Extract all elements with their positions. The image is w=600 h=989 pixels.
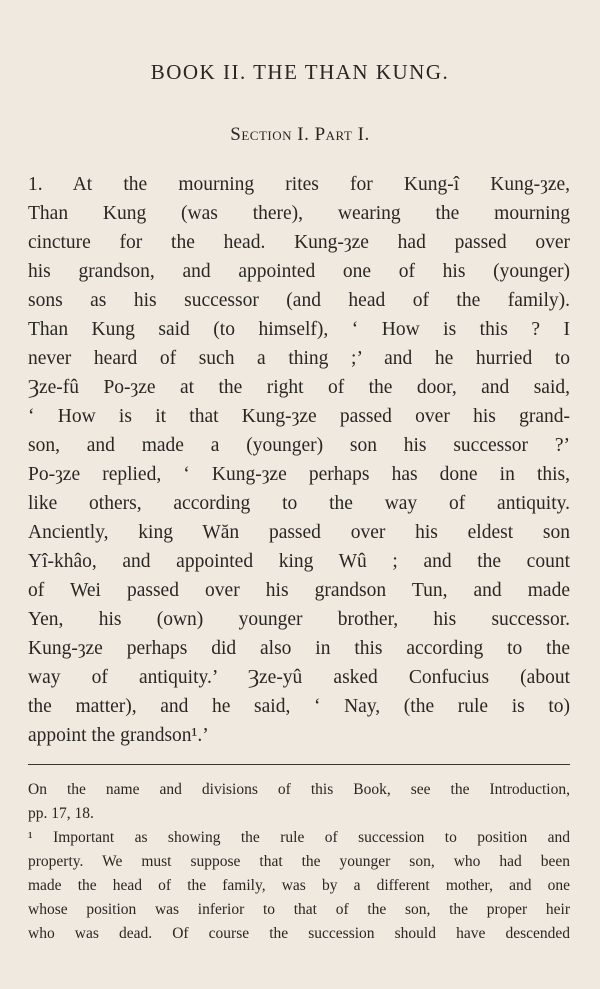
body-line: like others, according to the way of antiquity. <box>28 493 570 514</box>
body-line: appoint the grandson¹.’ <box>28 725 209 746</box>
body-line: Ȝze-fû Po-ȝze at the right of the door, and said, <box>28 377 570 398</box>
body-line: the matter), and he said, ‘ Nay, (the rule is to) <box>28 696 570 717</box>
body-line: his grandson, and appointed one of his (younger) <box>28 261 570 282</box>
body-line: Than Kung said (to himself), ‘ How is this ? I <box>28 319 570 340</box>
footnote-line: who was dead. Of course the succession should have descended <box>28 925 570 942</box>
body-line: Anciently, king Wăn passed over his eldest son <box>28 522 570 543</box>
footnote-line: made the head of the family, was by a different mother, and one <box>28 877 570 894</box>
footnotes <box>28 778 570 946</box>
body-line: way of antiquity.’ Ȝze-yû asked Confucius (about <box>28 667 570 688</box>
footnote-line: whose position was inferior to that of the son, the proper heir <box>28 901 570 918</box>
body-line: 1. At the mourning rites for Kung-î Kung-ȝze, <box>28 174 570 195</box>
footnote-line: On the name and divisions of this Book, see the Introduction, <box>28 781 570 798</box>
body-line: Kung-ȝze perhaps did also in this according to the <box>28 638 570 659</box>
body-line: son, and made a (younger) son his successor ?’ <box>28 435 570 456</box>
body-line: sons as his successor (and head of the family). <box>28 290 570 311</box>
body-line: of Wei passed over his grandson Tun, and made <box>28 580 570 601</box>
body-line: cincture for the head. Kung-ȝze had passed over <box>28 232 570 253</box>
body-paragraph <box>28 170 570 750</box>
footnote-line: pp. 17, 18. <box>28 805 94 822</box>
body-line: Yî-khâo, and appointed king Wû ; and the count <box>28 551 570 572</box>
footnote-line: property. We must suppose that the younger son, who had been <box>28 853 570 870</box>
footnote-divider <box>28 764 570 765</box>
body-line: ‘ How is it that Kung-ȝze passed over his grand- <box>28 406 570 427</box>
book-title: BOOK II. THE THAN KUNG. <box>150 60 450 84</box>
section-title: Section I. Part I. <box>230 124 370 145</box>
body-line: Than Kung (was there), wearing the mourning <box>28 203 570 224</box>
body-line: never heard of such a thing ;’ and he hurried to <box>28 348 570 369</box>
body-line: Po-ȝze replied, ‘ Kung-ȝze perhaps has done in this, <box>28 464 570 485</box>
body-line: Yen, his (own) younger brother, his successor. <box>28 609 570 630</box>
footnote-line: ¹ Important as showing the rule of succession to position and <box>28 829 570 846</box>
